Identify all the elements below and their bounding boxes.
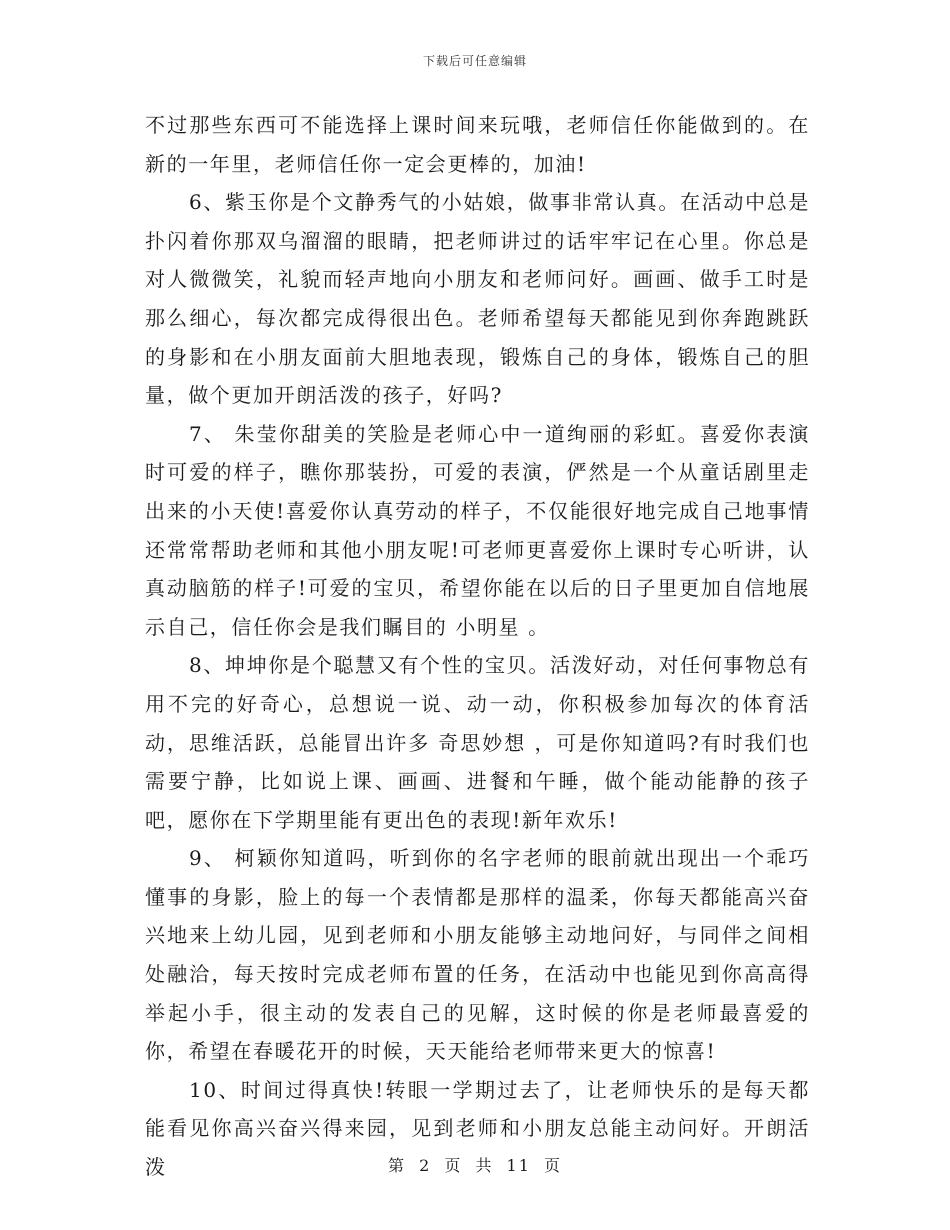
paragraph-item-7: 7、 朱莹你甜美的笑脸是老师心中一道绚丽的彩虹。喜爱你表演时可爱的样子，瞧你那装扮，可爱的表演，俨然是一个从童话剧里走出来的小天使!喜爱你认真劳动的样子，不仅能很好地完成自己地事情还常常帮助老师和其他小朋友呢!可老师更喜爱你上课时专心听讲，认真动脑筋的样子!可爱的宝贝，希望你能在以后的日子里更加自信地展示自己，信任你会是我们瞩目的 小明星 。 (145, 421, 810, 639)
paragraph-item-6: 6、紫玉你是个文静秀气的小姑娘，做事非常认真。在活动中总是扑闪着你那双乌溜溜的眼睛，把老师讲过的话牢牢记在心里。你总是对人微微笑，礼貌而轻声地向小朋友和老师问好。画画、做手工时是那么细心，每次都完成得很出色。老师希望每天都能见到你奔跑跳跃的身影和在小朋友面前大胆地表现，锻炼自己的身体，锻炼自己的胆量，做个更加开朗活泼的孩子，好吗? (145, 190, 810, 408)
paragraph-item-9: 9、 柯颖你知道吗，听到你的名字老师的眼前就出现出一个乖巧懂事的身影，脸上的每一个表情都是那样的温柔，你每天都能高兴奋兴地来上幼儿园，见到老师和小朋友能够主动地问好，与同伴之间相处融洽，每天按时完成老师布置的任务，在活动中也能见到你高高得举起小手，很主动的发表自己的见解，这时候的你是老师最喜爱的你，希望在春暖花开的时候，天天能给老师带来更大的惊喜! (145, 846, 810, 1064)
page-footer: 第 2 页 共 11 页 (388, 1156, 562, 1175)
page-header: 下载后可任意编辑 (422, 54, 527, 68)
paragraph-item-8: 8、坤坤你是个聪慧又有个性的宝贝。活泼好动，对任何事物总有用不完的好奇心，总想说一说、动一动，你积极参加每次的体育活动，思维活跃，总能冒出许多 奇思妙想 ，可是你知道吗?有时我们也需要宁静，比如说上课、画画、进餐和午睡，做个能动能静的孩子吧，愿你在下学期里能有更出色的表现!新年欢乐! (145, 653, 810, 832)
paragraph-continued: 不过那些东西可不能选择上课时间来玩哦，老师信任你能做到的。在新的一年里，老师信任你一定会更棒的，加油! (145, 113, 810, 176)
document-body (145, 106, 810, 1187)
paragraph-item-10: 10、时间过得真快!转眼一学期过去了，让老师快乐的是每天都能看见你高兴奋兴得来园，见到老师和小朋友总能主动问好。开朗活泼 (145, 1077, 810, 1180)
